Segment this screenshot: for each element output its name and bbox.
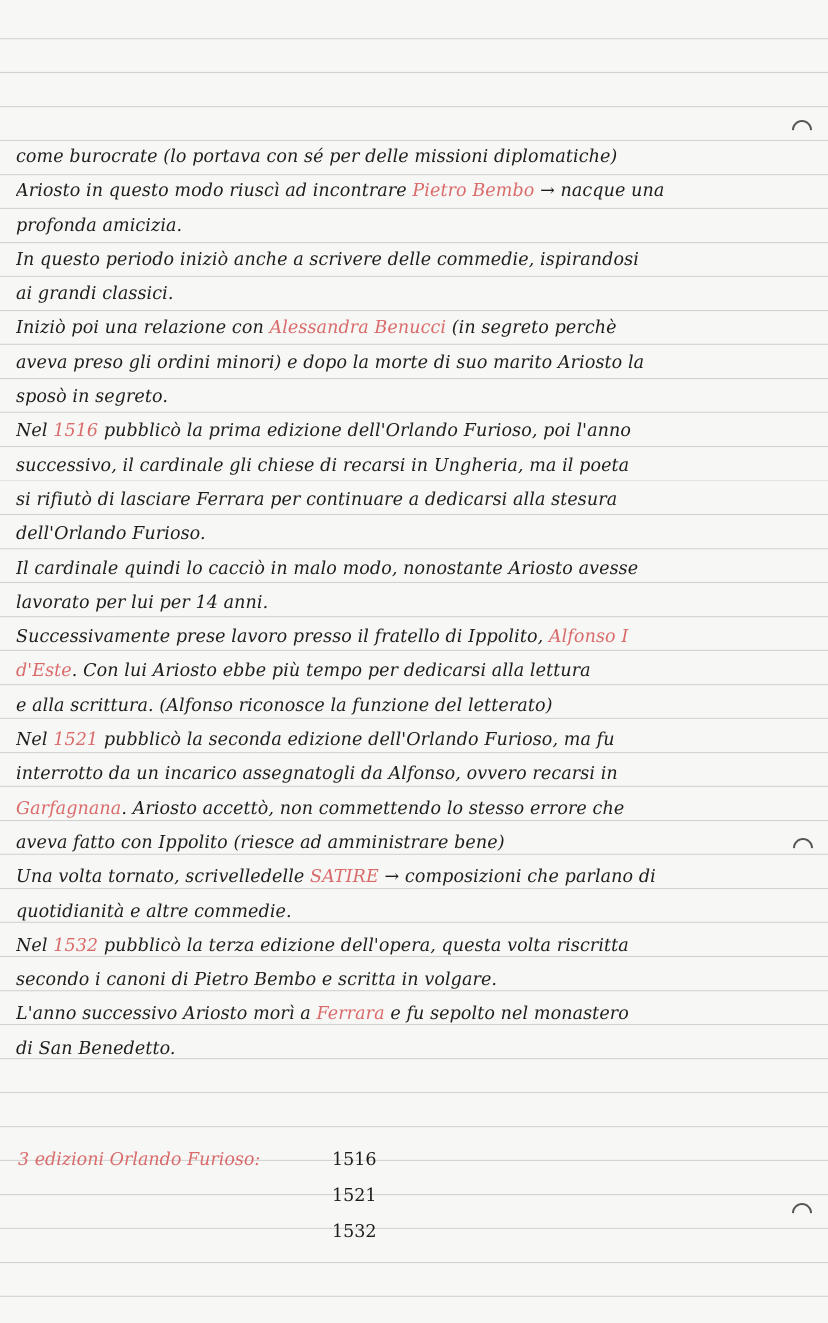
handwritten-notes bbox=[16, 140, 796, 1066]
note-line bbox=[16, 346, 796, 380]
note-text: pubblicò la terza edizione dell'opera, questa volta riscritta bbox=[98, 935, 629, 956]
note-text: come burocrate (lo portava con sé per delle missioni diplomatiche) bbox=[16, 147, 618, 167]
note-text: sposò in segreto. bbox=[16, 387, 169, 408]
note-line bbox=[16, 654, 796, 688]
note-text: Nel bbox=[16, 730, 54, 751]
note-text: pubblicò la prima edizione dell'Orlando Furioso, poi l'anno bbox=[98, 421, 631, 442]
summary-year: 1532 bbox=[332, 1222, 377, 1242]
note-text: ai grandi classici. bbox=[16, 284, 174, 305]
summary-row bbox=[18, 1178, 518, 1214]
note-text: di San Benedetto. bbox=[16, 1038, 176, 1059]
note-line bbox=[16, 997, 796, 1031]
note-text: successivo, il cardinale gli chiese di recarsi in Ungheria, ma il poeta bbox=[16, 455, 630, 476]
note-text: . Ariosto accettò, non commettendo lo stesso errore che bbox=[121, 798, 625, 819]
note-text: . Con lui Ariosto ebbe più tempo per dedicarsi alla lettura bbox=[71, 661, 591, 682]
note-text: Ariosto in questo modo riuscì ad incontrare bbox=[16, 181, 413, 202]
note-line bbox=[16, 895, 796, 929]
note-text: aveva fatto con Ippolito (riesce ad amministrare bene) bbox=[16, 832, 505, 853]
note-line bbox=[16, 552, 796, 586]
note-text: → composizioni che parlano di bbox=[378, 867, 656, 888]
note-line bbox=[16, 723, 796, 757]
highlighted-term: Alessandra Benucci bbox=[269, 318, 447, 339]
note-text: Iniziò poi una relazione con bbox=[16, 318, 270, 339]
note-text: lavorato per lui per 14 anni. bbox=[16, 592, 269, 613]
summary-row bbox=[18, 1214, 518, 1250]
summary-year: 1516 bbox=[332, 1150, 377, 1170]
note-text: Il cardinale quindi lo cacciò in malo modo, nonostante Ariosto avesse bbox=[16, 558, 639, 579]
note-text: → nacque una bbox=[534, 181, 665, 202]
note-line bbox=[16, 209, 796, 243]
note-line bbox=[16, 757, 796, 791]
note-text: profonda amicizia. bbox=[16, 215, 183, 236]
note-line bbox=[16, 174, 796, 208]
note-text: L'anno successivo Ariosto morì a bbox=[16, 1004, 317, 1025]
highlighted-term: Ferrara bbox=[316, 1004, 385, 1025]
note-text: dell'Orlando Furioso. bbox=[16, 524, 206, 545]
note-text: (in segreto perchè bbox=[446, 318, 617, 339]
note-text: pubblicò la seconda edizione dell'Orlando Furioso, ma fu bbox=[98, 730, 615, 751]
note-text: In questo periodo iniziò anche a scrivere delle commedie, ispirandosi bbox=[16, 249, 639, 270]
note-text: Una volta tornato, scrivelledelle bbox=[16, 867, 311, 888]
note-line bbox=[16, 1032, 796, 1066]
note-text: Nel bbox=[16, 421, 54, 442]
note-line bbox=[16, 586, 796, 620]
note-line bbox=[16, 792, 796, 826]
note-line bbox=[16, 689, 796, 723]
note-text: e fu sepolto nel monastero bbox=[384, 1004, 629, 1025]
note-line bbox=[16, 483, 796, 517]
note-text: quotidianità e altre commedie. bbox=[16, 901, 292, 922]
summary-year: 1521 bbox=[332, 1186, 377, 1206]
highlighted-term: SATIRE bbox=[310, 867, 379, 888]
note-line bbox=[16, 311, 796, 345]
note-line bbox=[16, 140, 796, 174]
note-line bbox=[16, 517, 796, 551]
highlighted-term: 1516 bbox=[53, 421, 99, 442]
editions-summary bbox=[18, 1142, 518, 1250]
highlighted-term: Alfonso I bbox=[548, 627, 629, 648]
note-text: secondo i canoni di Pietro Bembo e scritta in volgare. bbox=[16, 970, 498, 991]
note-text: e alla scrittura. (Alfonso riconosce la funzione del letterato) bbox=[16, 695, 553, 716]
note-text: interrotto da un incarico assegnatogli da Alfonso, ovvero recarsi in bbox=[16, 764, 618, 785]
note-line bbox=[16, 620, 796, 654]
highlighted-term: d'Este bbox=[16, 661, 72, 682]
note-text: aveva preso gli ordini minori) e dopo la morte di suo marito Ariosto la bbox=[16, 352, 645, 373]
note-line bbox=[16, 380, 796, 414]
note-line bbox=[16, 929, 796, 963]
note-text: si rifiutò di lasciare Ferrara per continuare a dedicarsi alla stesura bbox=[16, 489, 618, 510]
highlighted-term: 1532 bbox=[53, 935, 99, 956]
note-line bbox=[16, 243, 796, 277]
summary-label: 3 edizioni Orlando Furioso: bbox=[18, 1150, 261, 1170]
highlighted-term: 1521 bbox=[53, 730, 99, 751]
note-text: Successivamente prese lavoro presso il fratello di Ippolito, bbox=[16, 627, 549, 648]
note-line bbox=[16, 860, 796, 894]
ring-binding-icon bbox=[788, 1199, 816, 1227]
note-line bbox=[16, 963, 796, 997]
highlighted-term: Pietro Bembo bbox=[412, 181, 535, 202]
note-text: Nel bbox=[16, 935, 54, 956]
note-line bbox=[16, 414, 796, 448]
summary-row bbox=[18, 1142, 518, 1178]
note-line bbox=[16, 449, 796, 483]
note-line bbox=[16, 277, 796, 311]
highlighted-term: Garfagnana bbox=[16, 798, 122, 819]
note-line bbox=[16, 826, 796, 860]
